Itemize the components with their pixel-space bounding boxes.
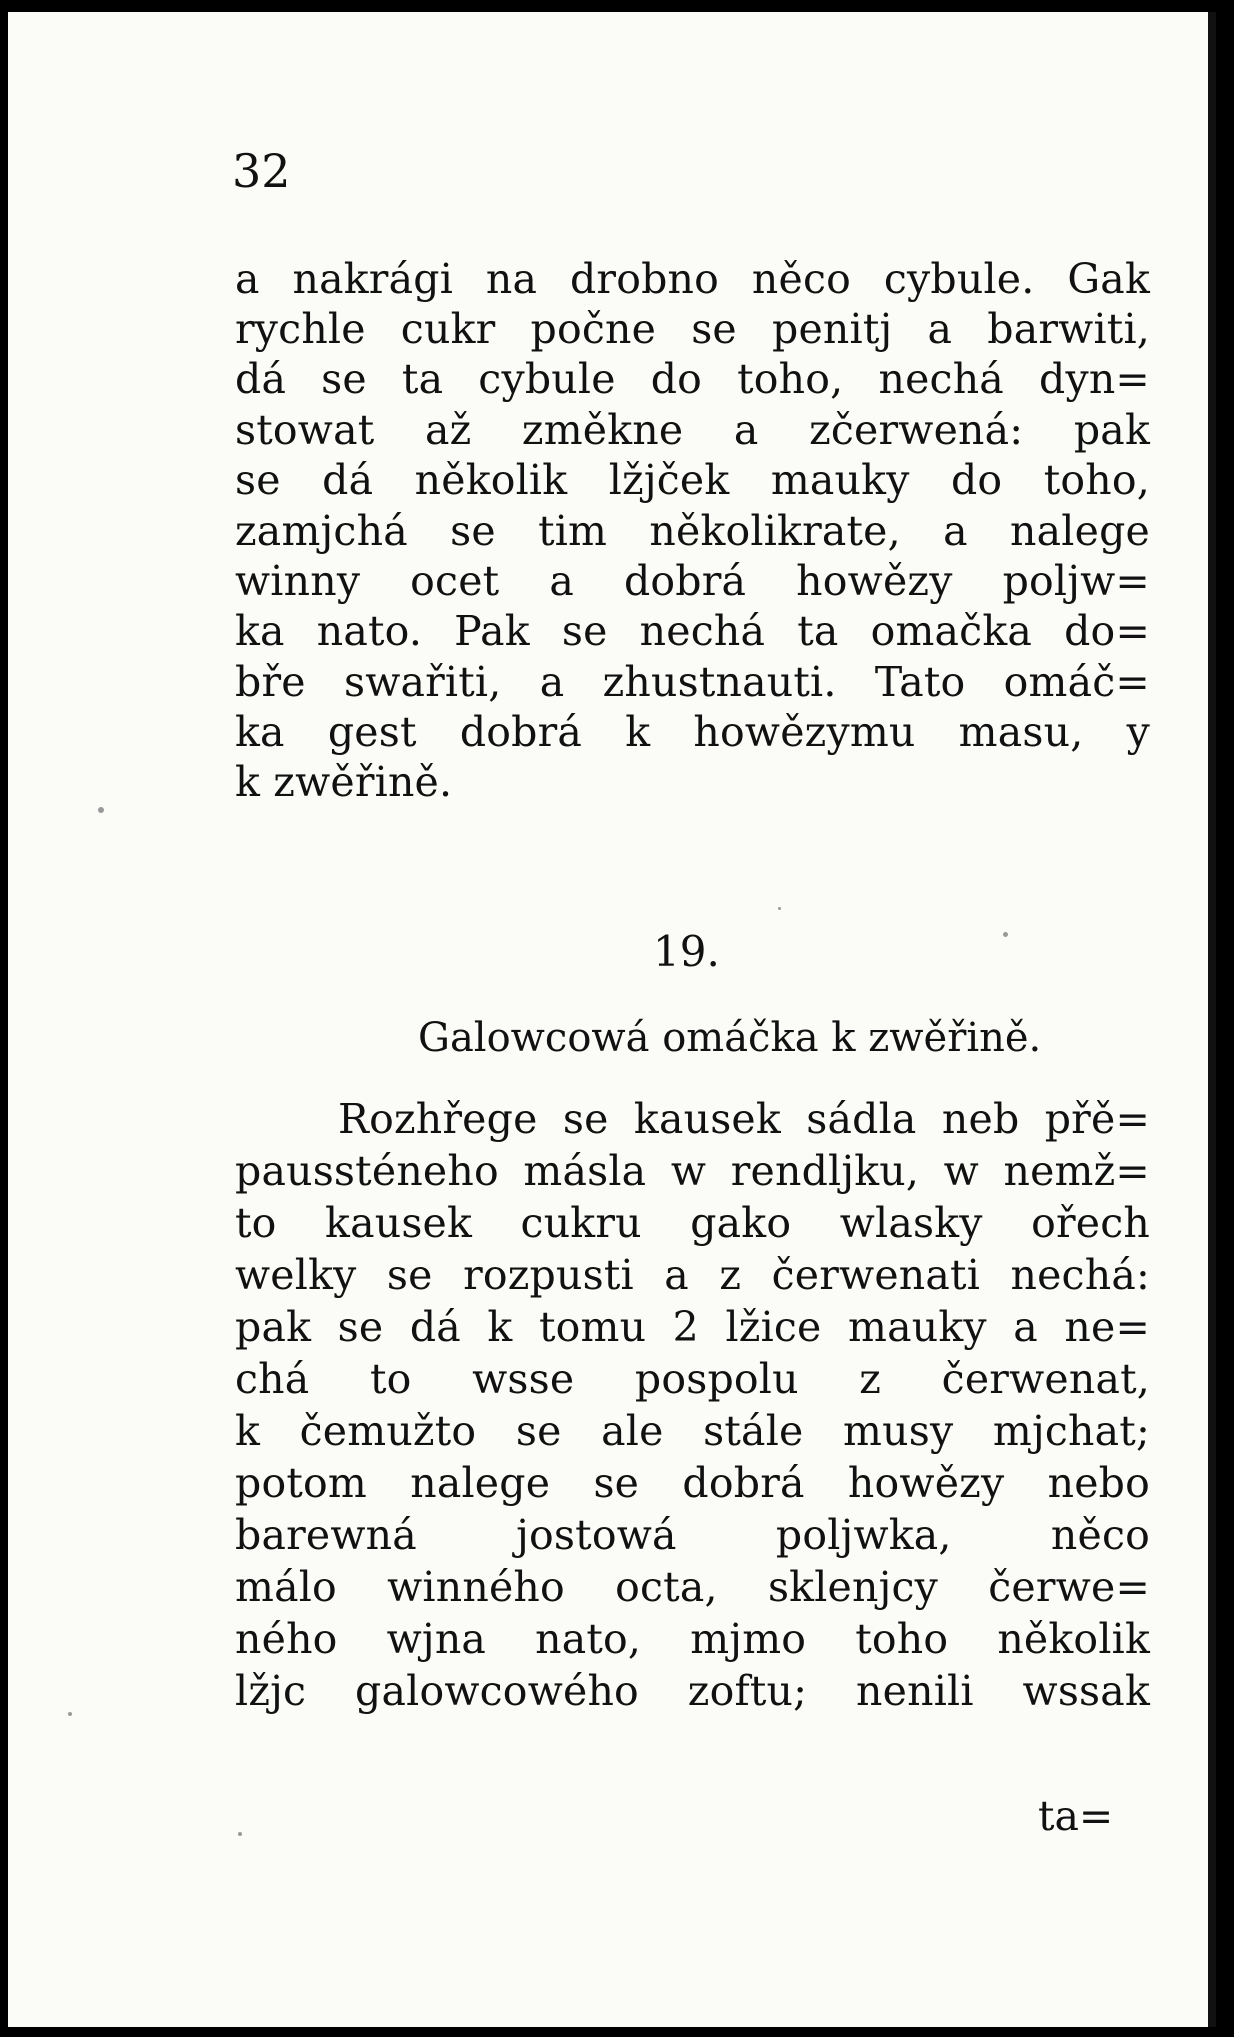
text-line: málo winného octa, sklenjcy čerwe= <box>235 1563 1150 1611</box>
text-line: pak se dá k tomu 2 lžice mauky a ne= <box>235 1303 1150 1351</box>
text-line: barewná jostowá poljwka, něco <box>235 1511 1150 1559</box>
catchword: ta= <box>1038 1792 1114 1840</box>
text-line: Rozhřege se kausek sádla neb přě= <box>338 1095 1150 1143</box>
text-line: bře swařiti, a zhustnauti. Tato omáč= <box>235 658 1150 706</box>
paper-speck <box>68 1712 72 1716</box>
book-page <box>8 12 1216 2027</box>
section-number: 19. <box>653 927 720 976</box>
text-line: ka gest dobrá k howězymu masu, y <box>235 708 1150 756</box>
text-line: dá se ta cybule do toho, nechá dyn= <box>235 355 1150 403</box>
text-line: chá to wsse pospolu z čerwenat, <box>235 1355 1150 1403</box>
paper-speck <box>778 907 781 910</box>
paper-speck <box>238 1832 242 1836</box>
text-line: welky se rozpusti a z čerwenati nechá: <box>235 1251 1150 1299</box>
text-line: k zwěřině. <box>235 758 453 806</box>
text-line: zamjchá se tim několikrate, a nalege <box>235 507 1150 555</box>
page-number: 32 <box>232 144 291 198</box>
section-title: Galowcowá omáčka k zwěřině. <box>418 1015 1042 1061</box>
text-line: ného wjna nato, mjmo toho několik <box>235 1615 1150 1663</box>
text-line: winny ocet a dobrá howězy poljw= <box>235 557 1150 605</box>
text-line: k čemužto se ale stále musy mjchat; <box>235 1407 1150 1455</box>
text-line: paussténeho másla w rendljku, w nemž= <box>235 1147 1150 1195</box>
text-line: a nakrági na drobno něco cybule. Gak <box>235 255 1150 303</box>
text-line: stowat až změkne a zčerwená: pak <box>235 406 1150 454</box>
text-line: lžjc galowcowého zoftu; nenili wssak <box>235 1667 1150 1715</box>
text-line: rychle cukr počne se penitj a barwiti, <box>235 305 1150 353</box>
text-line: to kausek cukru gako wlasky ořech <box>235 1199 1150 1247</box>
paper-speck <box>1003 932 1008 937</box>
text-line: potom nalege se dobrá howězy nebo <box>235 1459 1150 1507</box>
text-line: ka nato. Pak se nechá ta omačka do= <box>235 607 1150 655</box>
text-line: se dá několik lžjček mauky do toho, <box>235 456 1150 504</box>
paper-speck <box>98 807 104 813</box>
page-edge-shadow <box>1208 12 1216 2027</box>
